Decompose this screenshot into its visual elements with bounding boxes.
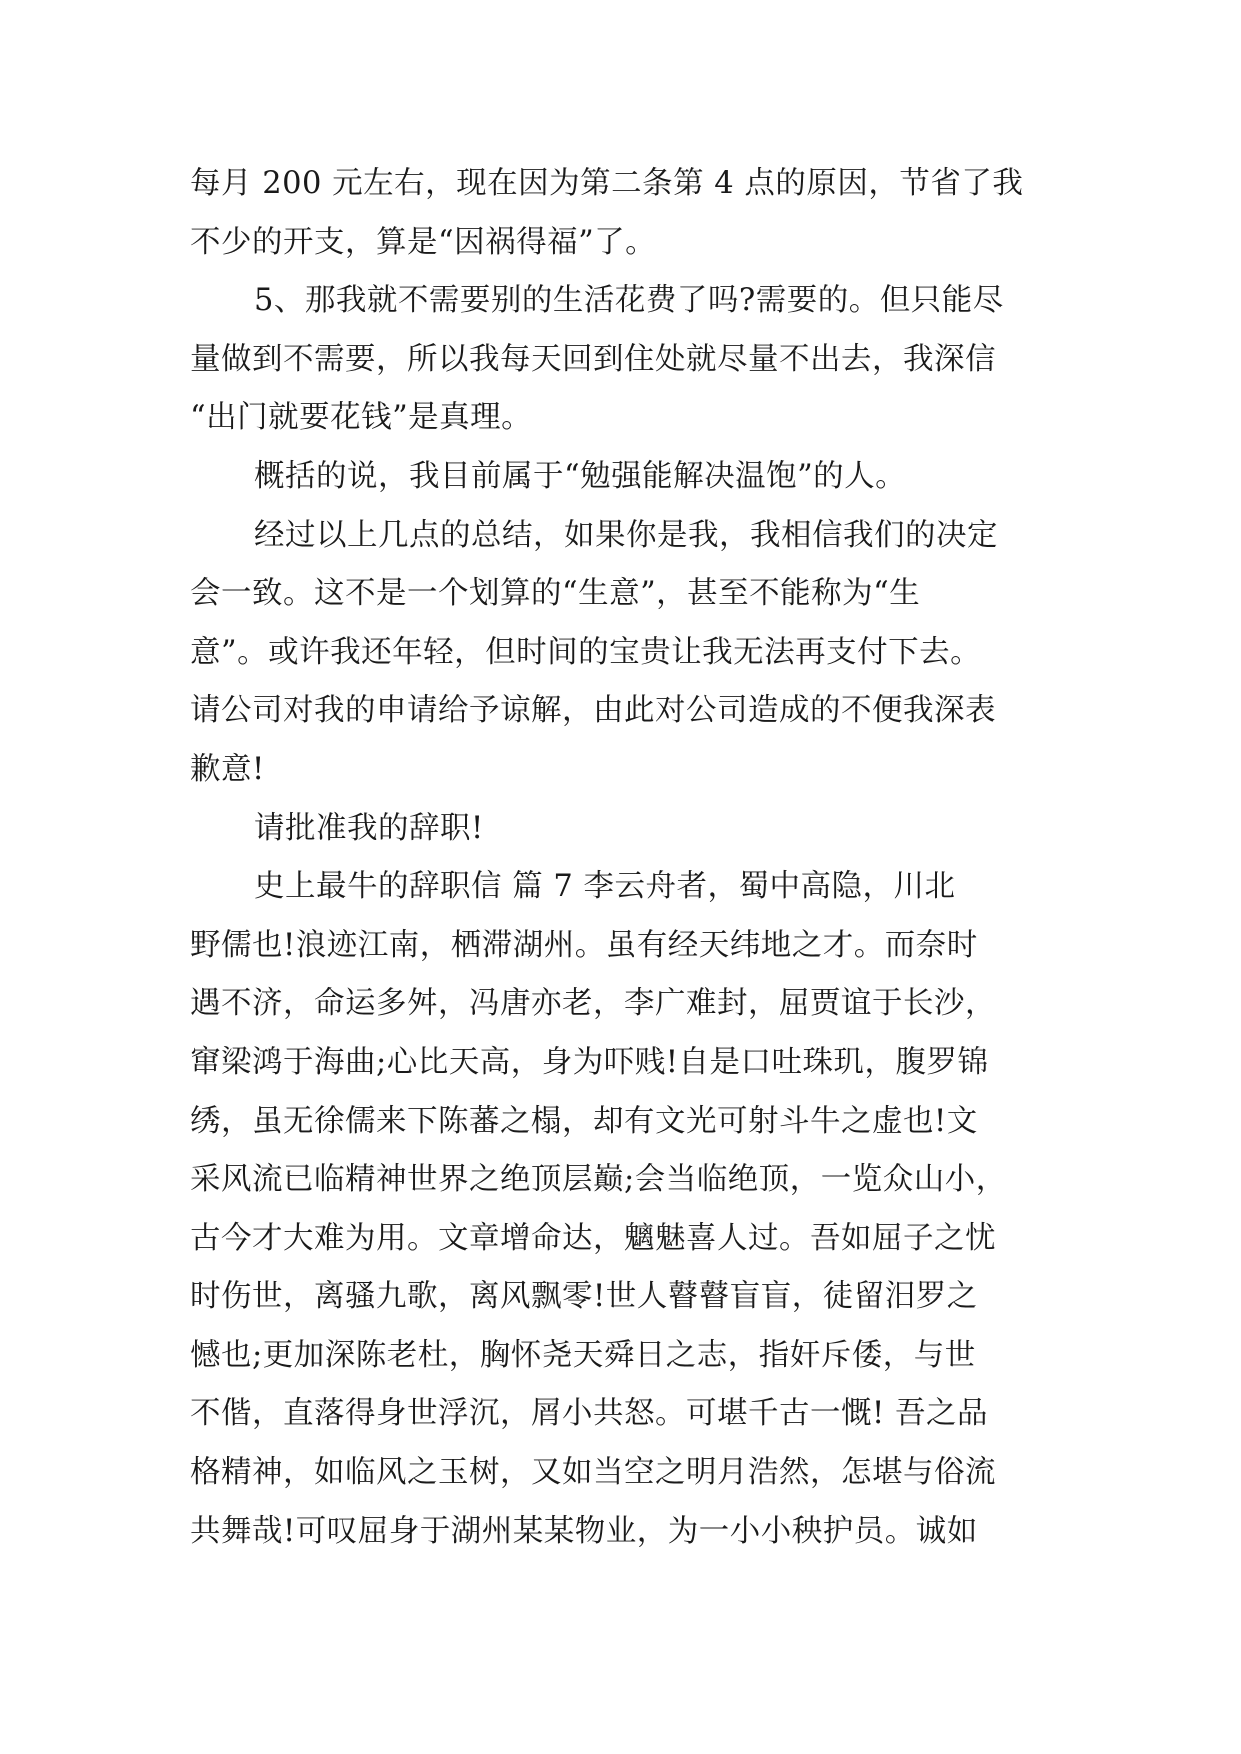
body-text	[190, 155, 1070, 1561]
text-line: 绣，虽无徐儒来下陈蕃之榻，却有文光可射斗牛之虚也!文	[190, 1103, 978, 1139]
text-line: 野儒也!浪迹江南，栖滞湖州。虽有经天纬地之才。而奈时	[190, 927, 978, 963]
text-line: 史上最牛的辞职信 篇 7 李云舟者，蜀中高隐，川北	[254, 869, 956, 905]
text-line: 共舞哉!可叹屈身于湖州某某物业，为一小小秧护员。诚如	[190, 1513, 978, 1549]
text-line: 意”。或许我还年轻，但时间的宝贵让我无法再支付下去。	[190, 634, 982, 670]
text-line: 时伤世，离骚九歌，离风飘零!世人瞽瞽盲盲，徒留汨罗之	[190, 1279, 978, 1315]
text-line: 歉意!	[190, 751, 265, 787]
text-line: 量做到不需要，所以我每天回到住处就尽量不出去，我深信	[190, 341, 996, 377]
text-line: 每月 200 元左右，现在因为第二条第 4 点的原因，节省了我	[190, 166, 1024, 201]
text-line: 经过以上几点的总结，如果你是我，我相信我们的决定	[254, 517, 998, 553]
text-line: 不偕，直落得身世浮沉，屑小共怒。可堪千古一慨! 吾之品	[190, 1396, 988, 1432]
text-line: 5、那我就不需要别的生活花费了吗?需要的。但只能尽	[254, 283, 1004, 319]
text-line: 请批准我的辞职!	[254, 810, 484, 846]
text-line: 憾也;更加深陈老杜，胸怀尧天舜日之志，指奸斥倭，与世	[190, 1337, 976, 1373]
text-line: 遇不济，命运多舛，冯唐亦老，李广难封，屈贾谊于长沙，	[190, 986, 996, 1022]
text-line: “出门就要花钱”是真理。	[190, 400, 533, 436]
text-line: 采风流已临精神世界之绝顶层巅;会当临绝顶，一览众山小，	[190, 1162, 1007, 1198]
text-line: 不少的开支，算是“因祸得福”了。	[190, 224, 657, 260]
text-line: 会一致。这不是一个划算的“生意”，甚至不能称为“生	[190, 576, 921, 612]
text-line: 概括的说，我目前属于“勉强能解决温饱”的人。	[254, 458, 907, 494]
text-line: 格精神，如临风之玉树，又如当空之明月浩然，怎堪与俗流	[190, 1455, 996, 1491]
text-line: 窜梁鸿于海曲;心比天高，身为吓贱!自是口吐珠玑，腹罗锦	[190, 1044, 989, 1080]
text-line: 古今才大难为用。文章增命达，魑魅喜人过。吾如屈子之忧	[190, 1220, 996, 1256]
text-line: 请公司对我的申请给予谅解，由此对公司造成的不便我深表	[190, 693, 996, 729]
